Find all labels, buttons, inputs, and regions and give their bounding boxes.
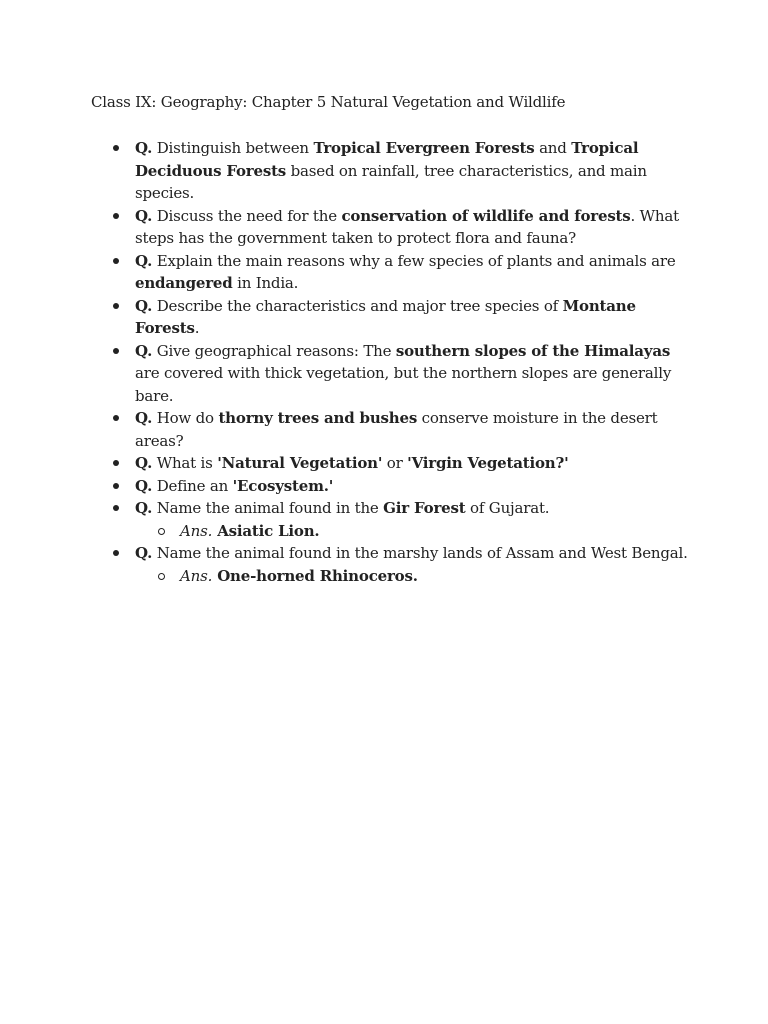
question-text: Discuss the need for the	[152, 206, 342, 225]
question-keyword: conservation of wildlife and forests	[341, 206, 631, 225]
question-marker: Q.	[135, 139, 153, 157]
bullet-icon	[113, 505, 119, 511]
question-text: How do	[152, 409, 219, 427]
question-keyword: Tropical Evergreen Forests	[313, 139, 535, 157]
answer-text: One-horned Rhinoceros.	[212, 566, 418, 585]
question-item	[109, 542, 689, 587]
question-keyword: Gir Forest	[383, 499, 466, 517]
question-marker: Q.	[135, 544, 153, 562]
answer-label: Ans.	[180, 566, 213, 585]
question-text: Distinguish between	[152, 139, 314, 157]
hollow-bullet-icon	[158, 528, 165, 535]
question-text: Give geographical reasons: The	[152, 341, 396, 360]
question-item	[109, 295, 689, 340]
bullet-icon	[113, 213, 119, 219]
bullet-icon	[113, 348, 119, 354]
question-keyword: Tropical Deciduous Forests	[135, 139, 639, 180]
question-item	[109, 137, 689, 205]
question-marker: Q.	[135, 251, 153, 270]
question-text: are covered with thick vegetation, but the northern slopes are generally bare.	[135, 364, 672, 405]
question-keyword: 'Virgin Vegetation?'	[407, 454, 569, 472]
question-item	[109, 475, 689, 498]
answer-item	[135, 565, 689, 588]
question-item	[109, 340, 689, 408]
bullet-icon	[113, 483, 119, 489]
question-marker: Q.	[135, 499, 153, 517]
question-text: based on rainfall, tree characteristics, and main species.	[135, 161, 647, 202]
question-marker: Q.	[135, 476, 153, 495]
answer-item	[135, 520, 689, 543]
question-text: and	[534, 139, 572, 157]
question-text: .	[194, 319, 200, 337]
bullet-icon	[113, 145, 119, 151]
question-text: of Gujarat.	[465, 499, 550, 517]
question-item	[109, 250, 689, 295]
question-keyword: 'Natural Vegetation'	[217, 454, 383, 472]
bullet-icon	[113, 460, 119, 466]
question-list	[109, 137, 689, 587]
question-marker: Q.	[135, 206, 153, 225]
question-marker: Q.	[135, 341, 153, 360]
answer-label: Ans.	[180, 521, 213, 540]
question-keyword: thorny trees and bushes	[218, 409, 418, 427]
question-keyword: Montane Forests	[135, 296, 636, 337]
question-text: Define an	[152, 476, 233, 495]
question-item	[109, 452, 689, 475]
bullet-icon	[113, 415, 119, 421]
question-text: or	[382, 454, 408, 472]
question-text: Explain the main reasons why a few species of plants and animals are	[152, 251, 676, 270]
question-keyword: 'Ecosystem.'	[232, 476, 334, 495]
document-title: Class IX: Geography: Chapter 5 Natural Vegetation and Wildlife	[91, 93, 566, 111]
answer-text: Asiatic Lion.	[212, 521, 320, 540]
question-text: Name the animal found in the marshy lands of Assam and West Bengal.	[152, 544, 688, 562]
question-marker: Q.	[135, 409, 153, 427]
question-item	[109, 497, 689, 542]
bullet-icon	[113, 550, 119, 556]
question-text: What is	[152, 454, 218, 472]
question-text: in India.	[232, 274, 299, 292]
answer-list	[135, 520, 689, 543]
question-text: Name the animal found in the	[152, 499, 384, 517]
question-keyword: endangered	[135, 274, 233, 292]
answer-list	[135, 565, 689, 588]
question-item	[109, 407, 689, 452]
question-item	[109, 205, 689, 250]
question-text: . What steps has the government taken to protect flora and fauna?	[135, 206, 679, 247]
bullet-icon	[113, 303, 119, 309]
question-text: Describe the characteristics and major tree species of	[152, 296, 563, 315]
question-text: conserve moisture in the desert areas?	[135, 409, 658, 450]
question-marker: Q.	[135, 296, 153, 315]
question-marker: Q.	[135, 454, 153, 472]
question-keyword: southern slopes of the Himalayas	[395, 341, 671, 360]
bullet-icon	[113, 258, 119, 264]
hollow-bullet-icon	[158, 573, 165, 580]
